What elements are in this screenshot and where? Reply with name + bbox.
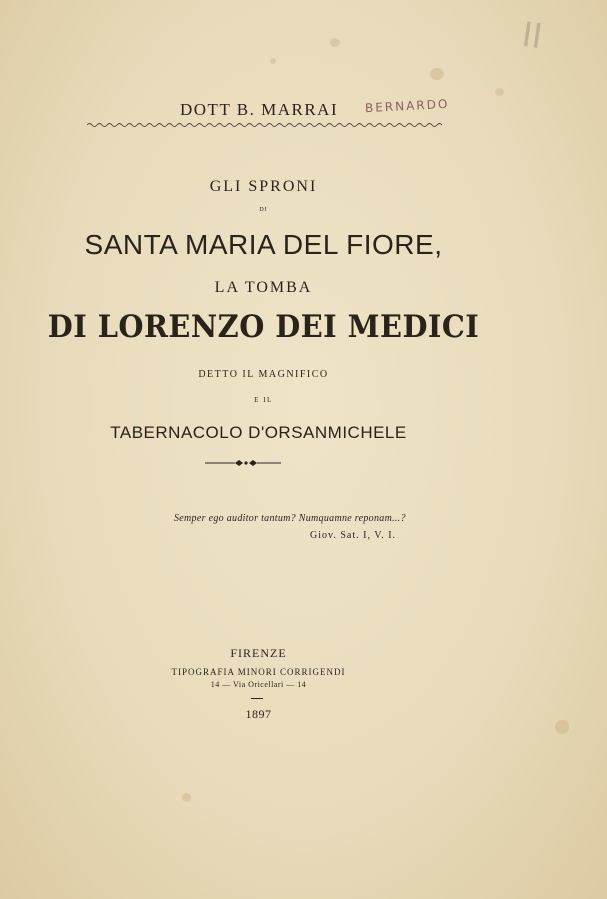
handwritten-annotation: BERNARDO: [364, 96, 450, 116]
foxing-stain: [330, 38, 340, 47]
title-line-lorenzo: DI LORENZO DEI MEDICI: [47, 309, 480, 345]
title-line-tabernacolo: TABERNACOLO D'ORSANMICHELE: [110, 423, 407, 442]
imprint-city: FIRENZE: [230, 646, 287, 660]
title-line-la-tomba: LA TOMBA: [214, 279, 313, 296]
foxing-stain: [555, 720, 569, 734]
title-line-santa-maria: SANTA MARIA DEL FIORE,: [84, 229, 443, 260]
title-line-di: DI: [259, 207, 268, 213]
imprint-year: 1897: [245, 707, 272, 721]
foxing-stain: [182, 793, 191, 802]
foxing-stain: [270, 58, 276, 64]
title-line-detto: DETTO IL MAGNIFICO: [198, 369, 329, 380]
epigraph-citation: Giov. Sat. I, V. I.: [310, 530, 397, 541]
imprint-rule: [251, 698, 263, 699]
ornamental-divider: [205, 458, 281, 468]
epigraph-quote: Semper ego auditor tantum? Numquamne reponam...?: [174, 513, 406, 524]
title-line-gli-sproni: GLI SPRONI: [209, 178, 318, 195]
title-line-e-il: E IL: [254, 396, 273, 404]
pencil-corner-mark: II: [519, 14, 545, 58]
imprint-printer: TIPOGRAFIA MINORI CORRIGENDI: [171, 667, 346, 677]
author-name: DOTT B. MARRAI: [180, 100, 339, 119]
foxing-stain: [495, 88, 504, 96]
imprint-address: 14 — Via Oricellari — 14: [210, 680, 307, 689]
foxing-stain: [430, 68, 444, 80]
wavy-rule: [87, 121, 442, 129]
